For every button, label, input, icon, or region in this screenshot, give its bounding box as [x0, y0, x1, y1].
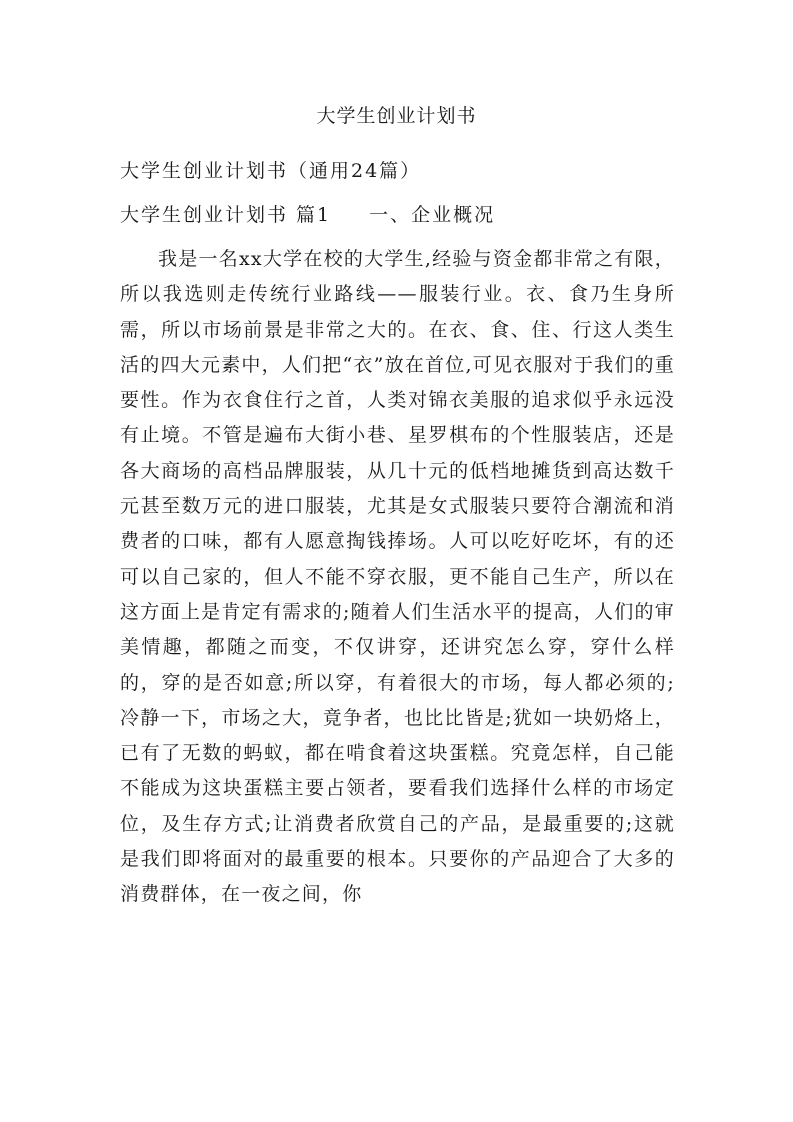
chapter-label: 大学生创业计划书 篇1	[120, 204, 332, 226]
body-paragraph: 我是一名xx大学在校的大学生,经验与资金都非常之有限，所以我选则走传统行业路线——服装行业。衣、食乃生身所需，所以市场前景是非常之大的。在衣、食、住、行这人类生活的四大元素中，人们把“衣”放在首位,可见衣服对于我们的重要性。作为衣食住行之首，人类对锦衣美服的追求似乎永远没有止境。不管是遍布大街小巷、星罗棋布的个性服装店，还是各大商场的高档品牌服装，从几十元的低档地摊货到高达数千元甚至数万元的进口服装，尤其是女式服装只要符合潮流和消费者的口味，都有人愿意掏钱捧场。人可以吃好吃坏，有的还可以自己家的，但人不能不穿衣服，更不能自己生产，所以在这方面上是肯定有需求的;随着人们生活水平的提高，人们的审美情趣，都随之而变，不仅讲穿，还讲究怎么穿，穿什么样的，穿的是否如意;所以穿，有着很大的市场，每人都必须的;冷静一下，市场之大，竟争者，也比比皆是;犹如一块奶烙上，已有了无数的蚂蚁，都在啃食着这块蛋糕。究竟怎样，自己能不能成为这块蛋糕主要占领者，要看我们选择什么样的市场定位，及生存方式;让消费者欣赏自己的产品，是最重要的;这就是我们即将面对的最重要的根本。只要你的产品迎合了大多的消费群体，在一夜之间，你	[120, 248, 675, 906]
body-text	[120, 242, 675, 913]
document-subtitle: 大学生创业计划书（通用24篇）	[120, 160, 422, 182]
chapter-line	[120, 201, 495, 229]
section-heading: 一、企业概况	[369, 204, 496, 226]
document-title: 大学生创业计划书	[316, 105, 477, 127]
